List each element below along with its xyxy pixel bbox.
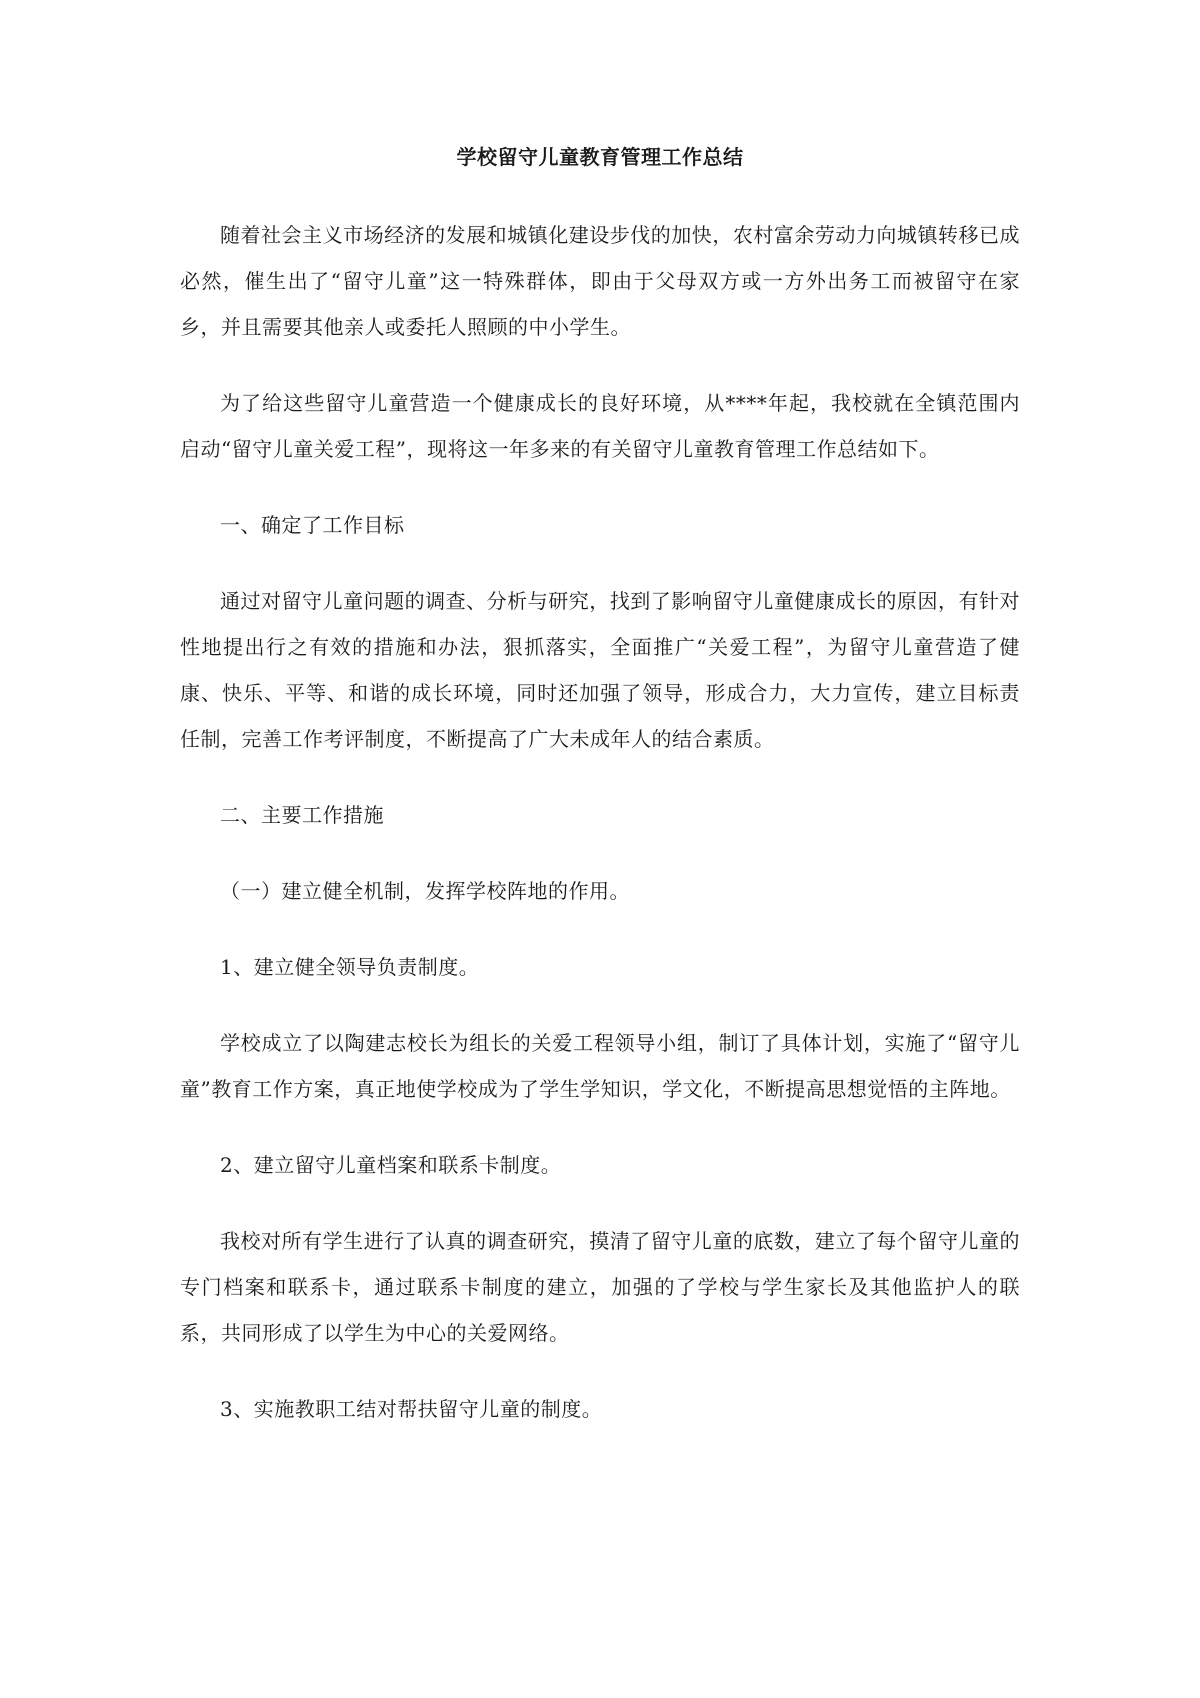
- section-heading-measures: 二、主要工作措施: [220, 803, 384, 827]
- paragraph-archives: 我校对所有学生进行了认真的调查研究，摸清了留守儿童的底数，建立了每个留守儿童的专门档案和联系卡，通过联系卡制度的建立，加强的了学校与学生家长及其他监护人的联系，共同形成了以学生为中心的关爱网络。: [180, 1229, 1020, 1345]
- item-heading-archives: 2、建立留守儿童档案和联系卡制度。: [220, 1153, 562, 1177]
- document-body: [180, 212, 1020, 1462]
- item-heading-pairing: 3、实施教职工结对帮扶留守儿童的制度。: [220, 1397, 603, 1421]
- paragraph-leadership: 学校成立了以陶建志校长为组长的关爱工程领导小组，制订了具体计划，实施了“留守儿童”教育工作方案，真正地使学校成为了学生学知识，学文化，不断提高思想觉悟的主阵地。: [180, 1031, 1020, 1101]
- paragraph-intro: 随着社会主义市场经济的发展和城镇化建设步伐的加快，农村富余劳动力向城镇转移已成必然，催生出了“留守儿童”这一特殊群体，即由于父母双方或一方外出务工而被留守在家乡，并且需要其他亲人或委托人照顾的中小学生。: [180, 223, 1020, 339]
- subsection-heading-mechanism: （一）建立健全机制，发挥学校阵地的作用。: [220, 879, 630, 903]
- paragraph-purpose: 为了给这些留守儿童营造一个健康成长的良好环境，从****年起，我校就在全镇范围内启动“留守儿童关爱工程”，现将这一年多来的有关留守儿童教育管理工作总结如下。: [180, 391, 1020, 461]
- section-heading-goals: 一、确定了工作目标: [220, 513, 405, 537]
- document-title: 学校留守儿童教育管理工作总结: [456, 145, 744, 169]
- paragraph-goals: 通过对留守儿童问题的调查、分析与研究，找到了影响留守儿童健康成长的原因，有针对性地提出行之有效的措施和办法，狠抓落实，全面推广“关爱工程”，为留守儿童营造了健康、快乐、平等、和谐的成长环境，同时还加强了领导，形成合力，大力宣传，建立目标责任制，完善工作考评制度，不断提高了广大未成年人的结合素质。: [180, 589, 1020, 751]
- item-heading-leadership: 1、建立健全领导负责制度。: [220, 955, 480, 979]
